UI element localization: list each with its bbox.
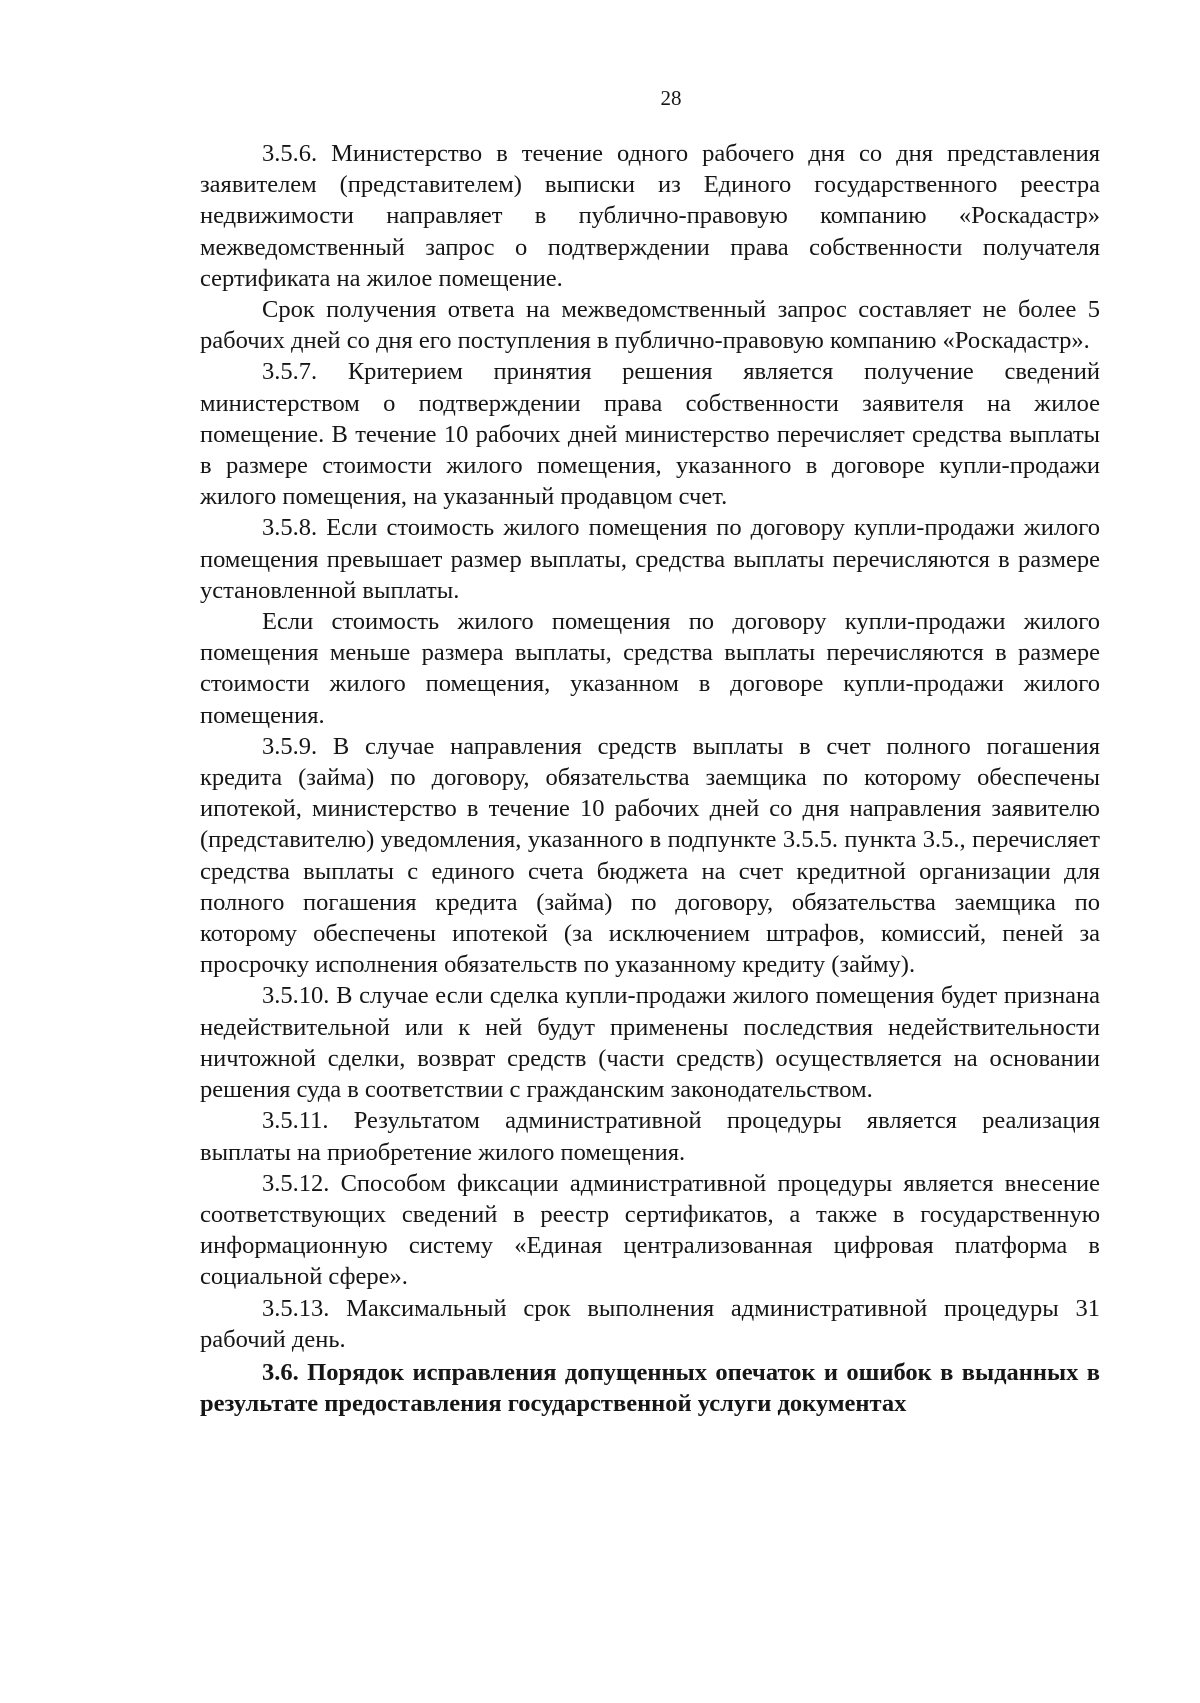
paragraph-3-5-8: 3.5.8. Если стоимость жилого помещения по договору купли-продажи жилого помещения превышает размер выплаты, средства выплаты перечисляются в размере установленной выплаты. [200, 514, 1100, 604]
paragraph-3-5-9: 3.5.9. В случае направления средств выплаты в счет полного погашения кредита (займа) по договору, обязательства заемщика по которому обеспечены ипотекой, министерство в течение 10 рабочих дней со дня направления заявителю (представителю) уведомления, указанного в подпункте 3.5.5. пункта 3.5., перечисляет средства выплаты с единого счета бюджета на счет кредитной организации для полного погашения кредита (займа) по договору, обязательства заемщика по которому обеспечены ипотекой (за исключением штрафов, комиссий, пеней за просрочку исполнения обязательств по указанному кредиту (займу). [200, 732, 1100, 979]
page-number: 28 [660, 86, 682, 110]
paragraph-response-deadline: Срок получения ответа на межведомственный запрос составляет не более 5 рабочих дней со дня его поступления в публично-правовую компанию «Роскадастр». [200, 296, 1100, 355]
paragraph-3-5-13: 3.5.13. Максимальный срок выполнения административной процедуры 31 рабочий день. [200, 1294, 1100, 1353]
document-body [200, 138, 1100, 1419]
section-heading-3-6: 3.6. Порядок исправления допущенных опечаток и ошибок в выданных в результате предоставления государственной услуги документах [200, 1358, 1100, 1418]
paragraph-3-5-11: 3.5.11. Результатом административной процедуры является реализация выплаты на приобретение жилого помещения. [200, 1107, 1100, 1166]
paragraph-3-5-10: 3.5.10. В случае если сделка купли-продажи жилого помещения будет признана недействительной или к ней будут применены последствия недействительности ничтожной сделки, возврат средств (части средств) осуществляется на основании решения суда в соответствии с гражданским законодательством. [200, 982, 1100, 1104]
paragraph-3-5-6: 3.5.6. Министерство в течение одного рабочего дня со дня представления заявителем (представителем) выписки из Единого государственного реестра недвижимости направляет в публично-правовую компанию «Роскадастр» межведомственный запрос о подтверждении права собственности получателя сертификата на жилое помещение. [200, 140, 1100, 292]
paragraph-cost-less-than-payment: Если стоимость жилого помещения по договору купли-продажи жилого помещения меньше размера выплаты, средства выплаты перечисляются в размере стоимости жилого помещения, указанном в договоре купли-продажи жилого помещения. [200, 608, 1100, 729]
paragraph-3-5-12: 3.5.12. Способом фиксации административной процедуры является внесение соответствующих сведений в реестр сертификатов, а также в государственную информационную систему «Единая централизованная цифровая платформа в социальной сфере». [200, 1169, 1100, 1291]
paragraph-3-5-7: 3.5.7. Критерием принятия решения является получение сведений министерством о подтверждении права собственности заявителя на жилое помещение. В течение 10 рабочих дней министерство перечисляет средства выплаты в размере стоимости жилого помещения, указанного в договоре купли-продажи жилого помещения, на указанный продавцом счет. [200, 358, 1100, 511]
